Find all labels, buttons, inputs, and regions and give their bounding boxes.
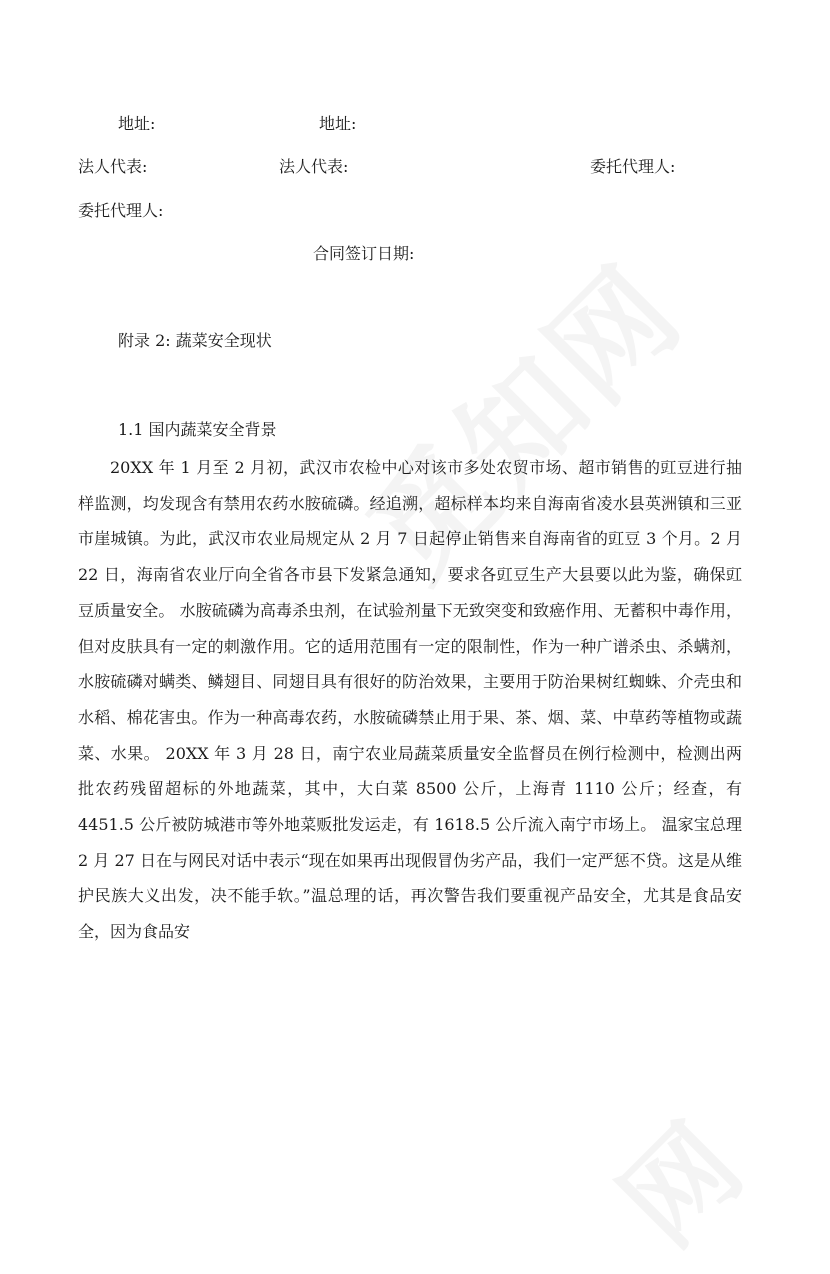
section-heading: 1.1 国内蔬菜安全背景 — [118, 420, 277, 439]
body-paragraph: 20XX 年 1 月至 2 月初，武汉市农检中心对该市多处农贸市场、超市销售的豇豆进行抽样监测，均发现含有禁用农药水胺硫磷。经追溯，超标样本均来自海南省凌水县英洲镇和三亚市崖城镇。为此，武汉市农业局规定从 2 月 7 日起停止销售来自海南省的豇豆 3 个月。2 月 22 日，海南省农业厅向全省各市县下发紧急通知，要求各豇豆生产大县要以此为鉴，确保豇豆质量安全。 水胺硫磷为高毒杀虫剂，在试验剂量下无致突变和致癌作用、无蓄积中毒作用，但对皮肤具有一定的刺激作用。它的适用范围有一定的限制性，作为一种广谱杀虫、杀螨剂，水胺硫磷对螨类、鳞翅目、同翅目具有很好的防治效果，主要用于防治果树红蜘蛛、介壳虫和水稻、棉花害虫。作为一种高毒农药，水胺硫磷禁止用于果、茶、烟、菜、中草药等植物或蔬菜、水果。 20XX 年 3 月 28 日，南宁农业局蔬菜质量安全监督员在例行检测中，检测出两批农药残留超标的外地蔬菜，其中，大白菜 8500 公斤，上海青 1110 公斤；经查，有 4451.5 公斤被防城港市等外地菜贩批发运走，有 1618.5 公斤流入南宁市场上。 温家宝总理 2 月 27 日在与网民对话中表示“现在如果再出现假冒伪劣产品，我们一定严惩不贷。这是从维护民族大义出发，决不能手软。”温总理的话，再次警告我们要重视产品安全，尤其是食品安全，因为食品安 — [78, 458, 742, 942]
watermark-fragment — [580, 1084, 770, 1274]
party-a-address-label: 地址: — [118, 114, 156, 133]
party-b-address-label: 地址: — [319, 114, 357, 133]
appendix-title: 附录 2: 蔬菜安全现状 — [118, 331, 272, 350]
party-b-agent-label: 委托代理人: — [78, 201, 164, 220]
party-b-legal-rep-label: 法人代表: — [279, 157, 349, 176]
party-a-agent-label: 委托代理人: — [590, 157, 676, 176]
contract-sign-date-label: 合同签订日期: — [313, 244, 415, 263]
party-a-legal-rep-label: 法人代表: — [78, 157, 148, 176]
